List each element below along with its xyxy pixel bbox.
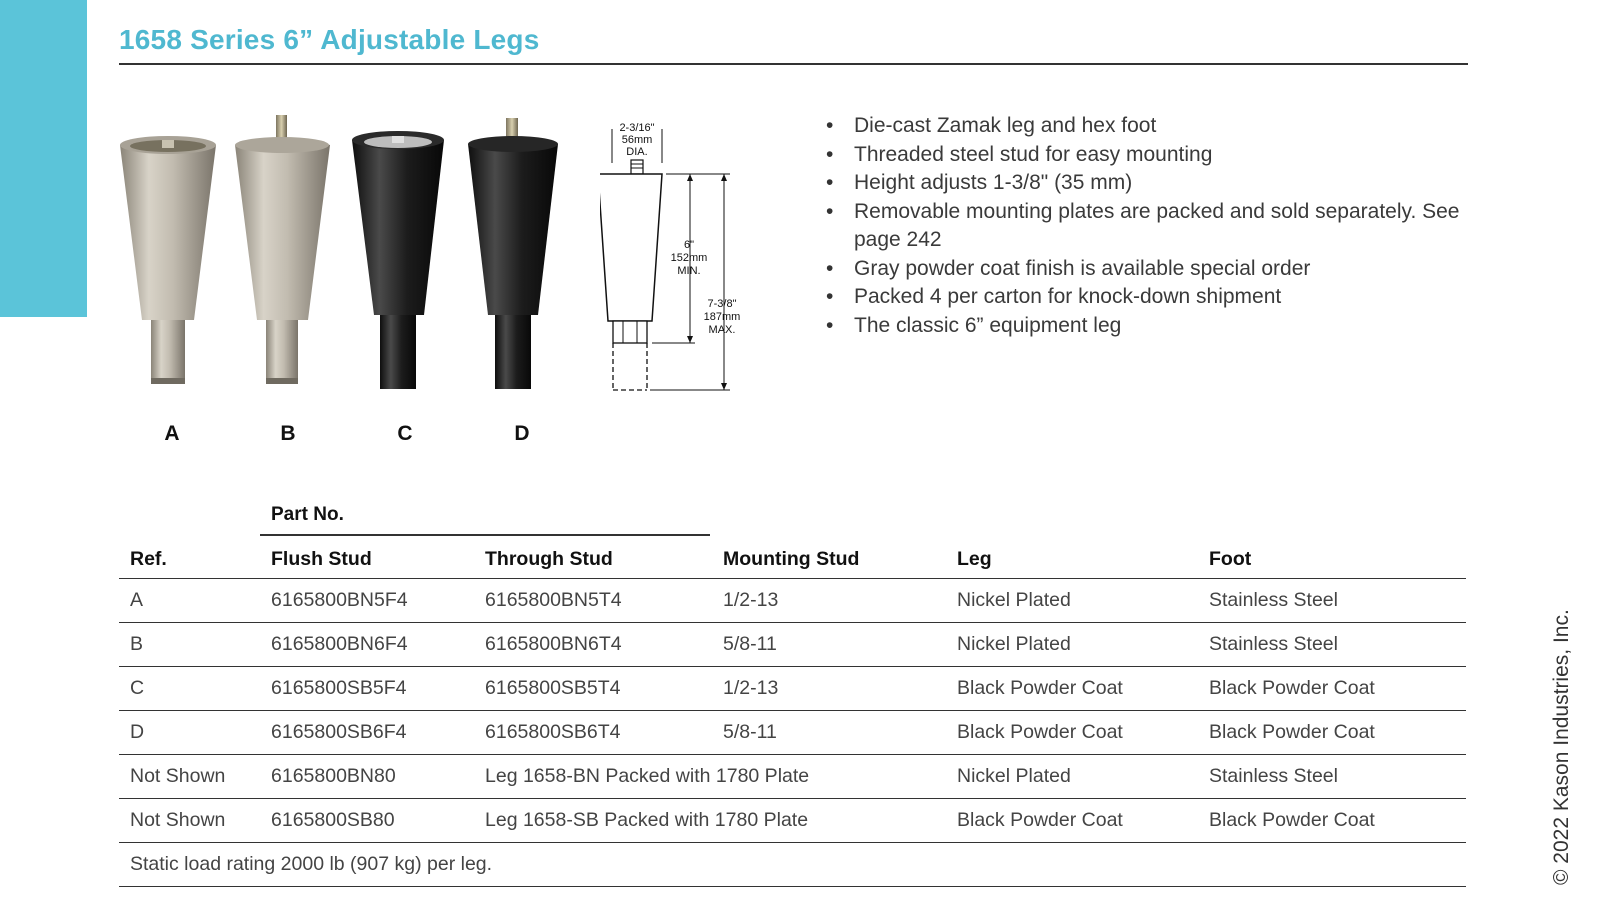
leg-photo-b — [235, 115, 330, 384]
header-through-stud: Through Stud — [485, 548, 613, 570]
leg-label-b: B — [280, 422, 296, 445]
dia-inch-label: 2-3/16" — [619, 122, 655, 134]
cell-through-stud: 6165800BN6T4 — [485, 633, 622, 655]
dia-mm-label: 56mm — [621, 134, 653, 146]
leg-photo-a — [120, 136, 216, 384]
feature-item: • Gray powder coat finish is available special order — [822, 255, 1462, 284]
page-title: 1658 Series 6” Adjustable Legs — [119, 24, 540, 55]
header-mounting-stud: Mounting Stud — [723, 548, 860, 570]
cell-ref: C — [130, 677, 145, 699]
title-divider — [119, 63, 1468, 65]
table-row — [119, 755, 1466, 799]
leg-photo-c — [352, 131, 444, 389]
feature-item: • Threaded steel stud for easy mounting — [822, 141, 1462, 170]
cell-foot: Black Powder Coat — [1209, 721, 1375, 743]
part-number-group-rule — [260, 534, 710, 536]
max-text-label: MAX. — [708, 324, 736, 336]
table-row — [119, 667, 1466, 711]
min-text-label: MIN. — [677, 265, 701, 277]
max-mm-label: 187mm — [703, 311, 741, 323]
dimension-diagram — [600, 115, 780, 415]
cell-flush-stud: 6165800SB5F4 — [271, 677, 407, 699]
leg-label-a: A — [164, 422, 180, 445]
cell-through-stud: 6165800SB6T4 — [485, 721, 621, 743]
table-row — [119, 711, 1466, 755]
cell-ref: Not Shown — [130, 765, 226, 787]
header-flush-stud: Flush Stud — [271, 548, 372, 570]
table-row — [119, 799, 1466, 843]
cell-leg: Black Powder Coat — [957, 677, 1123, 699]
feature-item: • Removable mounting plates are packed and sold separately. See page 242 — [822, 198, 1462, 255]
cell-ref: Not Shown — [130, 809, 226, 831]
cell-flush-stud: 6165800BN5F4 — [271, 589, 408, 611]
cell-through-stud: Leg 1658-BN Packed with 1780 Plate — [485, 765, 810, 787]
header-ref: Ref. — [130, 548, 167, 570]
table-footnote-row — [119, 843, 1466, 887]
feature-item: • The classic 6” equipment leg — [822, 312, 1462, 341]
table-header-row — [119, 543, 1466, 579]
cell-through-stud: 6165800SB5T4 — [485, 677, 621, 699]
feature-list — [822, 112, 1462, 340]
cell-ref: B — [130, 633, 144, 655]
cell-through-stud: Leg 1658-SB Packed with 1780 Plate — [485, 809, 809, 831]
cell-leg: Black Powder Coat — [957, 809, 1123, 831]
load-rating-note: Static load rating 2000 lb (907 kg) per leg. — [130, 853, 493, 875]
feature-item: • Die-cast Zamak leg and hex foot — [822, 112, 1462, 141]
header-leg: Leg — [957, 548, 992, 570]
cell-leg: Black Powder Coat — [957, 721, 1123, 743]
copyright-notice: © 2022 Kason Industries, Inc. — [1550, 609, 1573, 885]
parts-table — [119, 543, 1466, 887]
leg-photo-d — [468, 118, 558, 389]
part-number-group-header: Part No. — [271, 504, 344, 525]
max-inch-label: 7-3/8" — [707, 298, 737, 310]
cell-through-stud: 6165800BN5T4 — [485, 589, 622, 611]
feature-item: • Packed 4 per carton for knock-down shipment — [822, 283, 1462, 312]
cell-mounting-stud: 5/8-11 — [723, 633, 777, 655]
cell-mounting-stud: 5/8-11 — [723, 721, 777, 743]
cell-flush-stud: 6165800BN80 — [271, 765, 396, 787]
leg-product-photos — [110, 110, 590, 410]
cell-flush-stud: 6165800BN6F4 — [271, 633, 408, 655]
cell-leg: Nickel Plated — [957, 589, 1071, 611]
cell-foot: Stainless Steel — [1209, 589, 1338, 611]
leg-label-d: D — [514, 422, 530, 445]
cell-flush-stud: 6165800SB80 — [271, 809, 395, 831]
cell-foot: Stainless Steel — [1209, 765, 1338, 787]
section-color-tab — [0, 0, 87, 317]
cell-foot: Stainless Steel — [1209, 633, 1338, 655]
cell-leg: Nickel Plated — [957, 633, 1071, 655]
cell-leg: Nickel Plated — [957, 765, 1071, 787]
cell-foot: Black Powder Coat — [1209, 677, 1375, 699]
header-foot: Foot — [1209, 548, 1252, 570]
cell-flush-stud: 6165800SB6F4 — [271, 721, 407, 743]
cell-foot: Black Powder Coat — [1209, 809, 1375, 831]
cell-mounting-stud: 1/2-13 — [723, 677, 779, 699]
feature-item: • Height adjusts 1-3/8" (35 mm) — [822, 169, 1462, 198]
table-row — [119, 579, 1466, 623]
leg-label-c: C — [397, 422, 413, 445]
min-inch-label: 6" — [683, 239, 695, 251]
cell-ref: D — [130, 721, 145, 743]
cell-ref: A — [130, 589, 144, 611]
cell-mounting-stud: 1/2-13 — [723, 589, 779, 611]
dia-text-label: DIA. — [626, 146, 648, 158]
min-mm-label: 152mm — [670, 252, 708, 264]
table-row — [119, 623, 1466, 667]
